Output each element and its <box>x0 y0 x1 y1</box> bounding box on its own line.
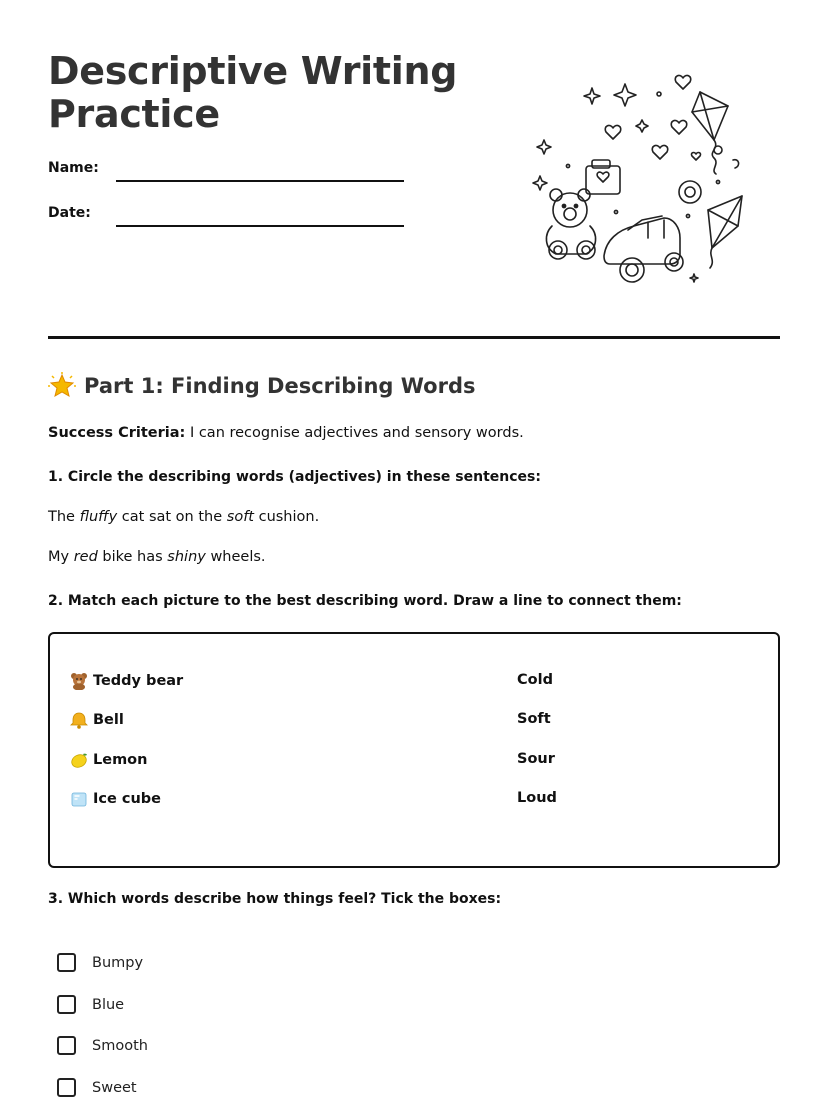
checkbox[interactable] <box>57 953 76 972</box>
kite-icon <box>692 92 728 140</box>
part1-heading <box>48 372 475 400</box>
sentence-2 <box>48 549 266 565</box>
sentence-text: cat sat on the <box>117 509 227 525</box>
sparkle-icon <box>614 84 636 106</box>
checkbox[interactable] <box>57 1078 76 1097</box>
match-item-label: Bell <box>93 712 124 728</box>
sparkle-icon <box>533 176 547 190</box>
question-3: 3. Which words describe how things feel? Tick the boxes: <box>48 891 502 907</box>
teddy-bear-icon <box>70 672 88 690</box>
match-word[interactable]: Cold <box>517 672 553 688</box>
adjective-word[interactable]: red <box>73 549 98 565</box>
checkbox[interactable] <box>57 1036 76 1055</box>
name-line[interactable] <box>116 180 404 182</box>
adjective-word[interactable]: soft <box>226 509 254 525</box>
sentence-text: The <box>48 509 80 525</box>
question-2: 2. Match each picture to the best describing word. Draw a line to connect them: <box>48 593 682 609</box>
sentence-1 <box>48 509 319 525</box>
toys-illustration <box>528 70 756 292</box>
heart-icon <box>652 145 667 159</box>
heart-icon <box>671 120 686 134</box>
toy-car-drawing <box>604 216 683 282</box>
match-item-label: Ice cube <box>93 791 162 807</box>
bell-icon <box>70 711 88 729</box>
donut-icon <box>679 181 701 203</box>
match-word[interactable]: Loud <box>517 790 557 806</box>
match-word[interactable]: Soft <box>517 711 551 727</box>
adjective-word[interactable]: shiny <box>167 549 206 565</box>
match-word[interactable]: Sour <box>517 751 555 767</box>
checkbox[interactable] <box>57 995 76 1014</box>
success-criteria <box>48 425 524 441</box>
title-line-2: Practice <box>48 92 220 136</box>
match-item-label: Lemon <box>93 752 148 768</box>
heart-icon <box>675 75 690 89</box>
camera-icon <box>586 166 620 194</box>
checkbox-option[interactable] <box>57 953 143 972</box>
match-item-bell[interactable] <box>70 711 124 729</box>
sentence-text: bike has <box>97 549 168 565</box>
sparkle-icon <box>584 88 600 104</box>
match-item-teddy-bear[interactable] <box>70 672 183 690</box>
section-divider <box>48 336 780 339</box>
match-item-lemon[interactable] <box>70 751 147 769</box>
checkbox-label: Sweet <box>92 1079 137 1096</box>
date-line[interactable] <box>116 225 404 227</box>
heart-icon <box>605 125 620 139</box>
checkbox-label: Smooth <box>92 1037 148 1054</box>
sentence-text: cushion. <box>253 509 320 525</box>
sparkle-icon <box>537 140 551 154</box>
checkbox-option[interactable] <box>57 1036 148 1055</box>
sentence-text: wheels. <box>205 549 266 565</box>
criteria-label: Success Criteria: <box>48 425 186 441</box>
sparkle-icon <box>636 120 648 132</box>
glowing-star-icon <box>48 372 76 400</box>
checkbox-option[interactable] <box>57 1078 137 1097</box>
title-line-1: Descriptive Writing <box>48 49 458 93</box>
part1-heading-text: Part 1: Finding Describing Words <box>84 374 476 398</box>
teddy-bear-drawing <box>546 189 595 259</box>
match-item-ice-cube[interactable] <box>70 790 161 808</box>
adjective-word[interactable]: fluffy <box>79 509 118 525</box>
page-title <box>48 50 457 136</box>
matching-box <box>48 632 780 868</box>
question-1: 1. Circle the describing words (adjectives) in these sentences: <box>48 469 541 485</box>
checkbox-option[interactable] <box>57 995 124 1014</box>
date-label: Date: <box>48 205 91 221</box>
name-label: Name: <box>48 160 99 176</box>
ice-cube-icon <box>70 790 88 808</box>
criteria-text: I can recognise adjectives and sensory words. <box>185 425 524 441</box>
match-item-label: Teddy bear <box>93 673 184 689</box>
sentence-text: My <box>48 549 74 565</box>
checkbox-label: Blue <box>92 996 125 1013</box>
lemon-icon <box>70 751 88 769</box>
checkbox-label: Bumpy <box>92 954 144 971</box>
